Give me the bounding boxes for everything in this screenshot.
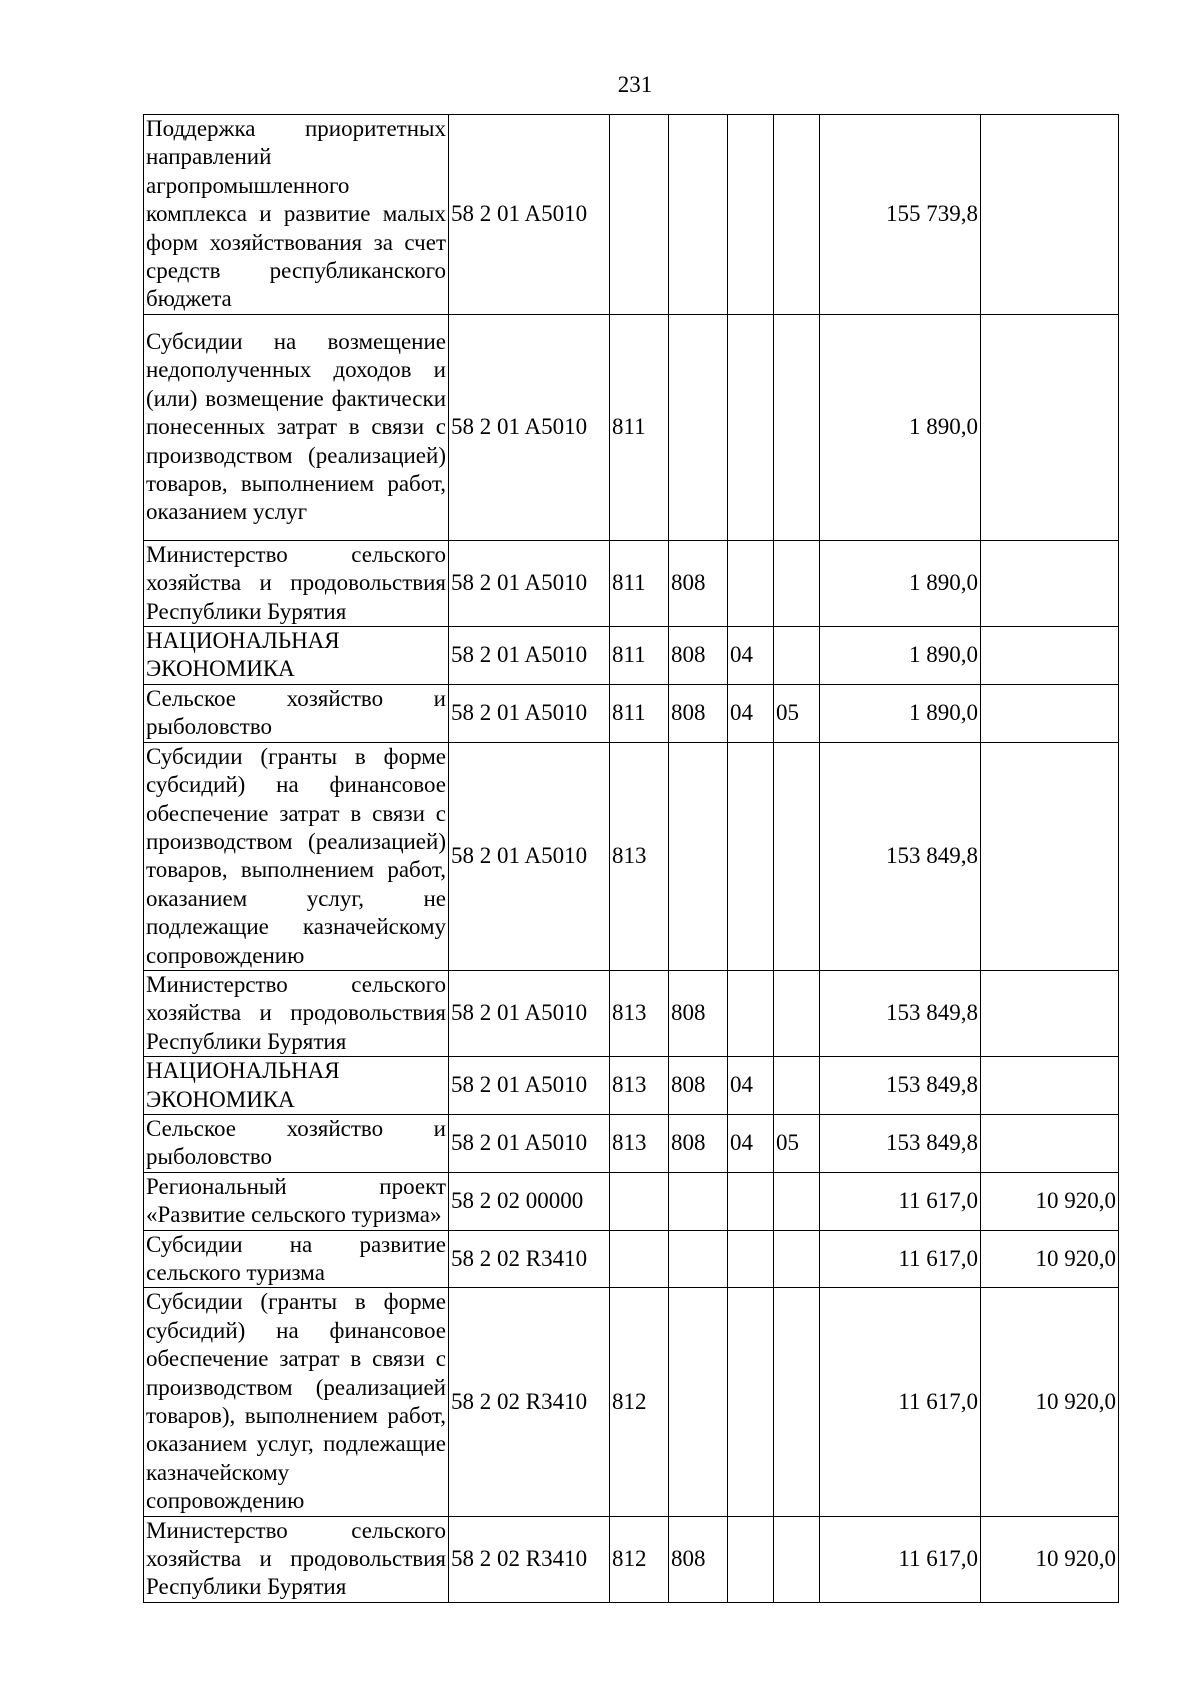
expense-type-code: 813 [610,1114,669,1172]
section-code [728,1230,774,1288]
target-article-code: 58 2 01 A5010 [449,627,610,685]
target-article-code: 58 2 02 R3410 [449,1230,610,1288]
target-article-code: 58 2 01 A5010 [449,540,610,626]
target-article-code: 58 2 01 A5010 [449,115,610,315]
amount-year-2: 10 920,0 [981,1172,1119,1230]
subsection-code [774,1230,820,1288]
expense-type-code: 813 [610,742,669,970]
section-code [728,1516,774,1602]
subsection-code [774,742,820,970]
table-row [144,970,1119,1056]
table-row [144,742,1119,970]
amount-year-1: 1 890,0 [820,627,981,685]
amount-year-1: 11 617,0 [820,1288,981,1516]
amount-year-1: 1 890,0 [820,314,981,540]
department-code: 808 [669,1516,728,1602]
table-row [144,314,1119,540]
section-code: 04 [728,1057,774,1115]
table-row [144,627,1119,685]
subsection-code [774,1172,820,1230]
expense-type-code [610,115,669,315]
table-row [144,1114,1119,1172]
row-description: Субсидии (гранты в форме субсидий) на финансовое обеспечение затрат в связи с производством (реализацией) товаров, выполнением работ, оказанием услуг, не подлежащие казначейскому сопровождению [144,742,449,970]
section-code [728,1288,774,1516]
amount-year-2 [981,1057,1119,1115]
row-description: Субсидии (гранты в форме субсидий) на финансовое обеспечение затрат в связи с производством (реализацией товаров), выполнением работ, оказанием услуг, подлежащие казначейскому сопровождению [144,1288,449,1516]
target-article-code: 58 2 02 R3410 [449,1516,610,1602]
expense-type-code: 813 [610,1057,669,1115]
target-article-code: 58 2 02 R3410 [449,1288,610,1516]
department-code [669,314,728,540]
table-row [144,1230,1119,1288]
amount-year-2: 10 920,0 [981,1230,1119,1288]
expense-type-code: 812 [610,1516,669,1602]
subsection-code [774,1288,820,1516]
amount-year-1: 153 849,8 [820,1114,981,1172]
budget-table [143,114,1119,1603]
section-code [728,1172,774,1230]
row-description: Сельское хозяйство и рыболовство [144,684,449,742]
section-code: 04 [728,684,774,742]
row-description: НАЦИОНАЛЬНАЯ ЭКОНОМИКА [144,1057,449,1115]
amount-year-1: 1 890,0 [820,684,981,742]
amount-year-2 [981,627,1119,685]
department-code [669,742,728,970]
row-description: Министерство сельского хозяйства и продовольствия Республики Бурятия [144,970,449,1056]
row-description: Субсидии на возмещение недополученных доходов и (или) возмещение фактически понесенных затрат в связи с производством (реализацией) товаров, выполнением работ, оказанием услуг [144,314,449,540]
subsection-code [774,540,820,626]
department-code [669,115,728,315]
target-article-code: 58 2 01 A5010 [449,684,610,742]
subsection-code [774,970,820,1056]
expense-type-code: 811 [610,684,669,742]
subsection-code [774,627,820,685]
department-code: 808 [669,1114,728,1172]
expense-type-code: 813 [610,970,669,1056]
amount-year-2: 10 920,0 [981,1288,1119,1516]
expense-type-code [610,1172,669,1230]
amount-year-2: 10 920,0 [981,1516,1119,1602]
section-code [728,115,774,315]
subsection-code: 05 [774,684,820,742]
table-row [144,684,1119,742]
amount-year-2 [981,115,1119,315]
section-code: 04 [728,627,774,685]
section-code [728,314,774,540]
department-code: 808 [669,970,728,1056]
department-code: 808 [669,540,728,626]
amount-year-2 [981,742,1119,970]
department-code: 808 [669,627,728,685]
amount-year-1: 155 739,8 [820,115,981,315]
row-description: Поддержка приоритетных направлений агропромышленного комплекса и развитие малых форм хозяйствования за счет средств республиканского бюджета [144,115,449,315]
row-description: Региональный проект «Развитие сельского туризма» [144,1172,449,1230]
target-article-code: 58 2 01 A5010 [449,314,610,540]
row-description: Министерство сельского хозяйства и продовольствия Республики Бурятия [144,1516,449,1602]
table-row [144,1288,1119,1516]
target-article-code: 58 2 02 00000 [449,1172,610,1230]
department-code [669,1230,728,1288]
department-code: 808 [669,684,728,742]
page-number: 231 [617,72,653,97]
target-article-code: 58 2 01 A5010 [449,970,610,1056]
table-row [144,1057,1119,1115]
expense-type-code: 811 [610,627,669,685]
target-article-code: 58 2 01 A5010 [449,742,610,970]
amount-year-1: 11 617,0 [820,1230,981,1288]
department-code [669,1172,728,1230]
department-code [669,1288,728,1516]
expense-type-code: 811 [610,314,669,540]
target-article-code: 58 2 01 A5010 [449,1114,610,1172]
table-row [144,540,1119,626]
table-row [144,1516,1119,1602]
expense-type-code: 812 [610,1288,669,1516]
row-description: Министерство сельского хозяйства и продовольствия Республики Бурятия [144,540,449,626]
row-description: Субсидии на развитие сельского туризма [144,1230,449,1288]
department-code: 808 [669,1057,728,1115]
amount-year-1: 1 890,0 [820,540,981,626]
subsection-code: 05 [774,1114,820,1172]
row-description: НАЦИОНАЛЬНАЯ ЭКОНОМИКА [144,627,449,685]
table-row [144,1172,1119,1230]
section-code [728,970,774,1056]
amount-year-2 [981,684,1119,742]
section-code: 04 [728,1114,774,1172]
expense-type-code [610,1230,669,1288]
table-row [144,115,1119,315]
amount-year-2 [981,540,1119,626]
subsection-code [774,1057,820,1115]
amount-year-1: 11 617,0 [820,1172,981,1230]
amount-year-1: 11 617,0 [820,1516,981,1602]
target-article-code: 58 2 01 A5010 [449,1057,610,1115]
subsection-code [774,314,820,540]
subsection-code [774,115,820,315]
amount-year-1: 153 849,8 [820,970,981,1056]
row-description: Сельское хозяйство и рыболовство [144,1114,449,1172]
amount-year-1: 153 849,8 [820,742,981,970]
expense-type-code: 811 [610,540,669,626]
amount-year-2 [981,314,1119,540]
subsection-code [774,1516,820,1602]
section-code [728,540,774,626]
amount-year-1: 153 849,8 [820,1057,981,1115]
amount-year-2 [981,1114,1119,1172]
amount-year-2 [981,970,1119,1056]
section-code [728,742,774,970]
